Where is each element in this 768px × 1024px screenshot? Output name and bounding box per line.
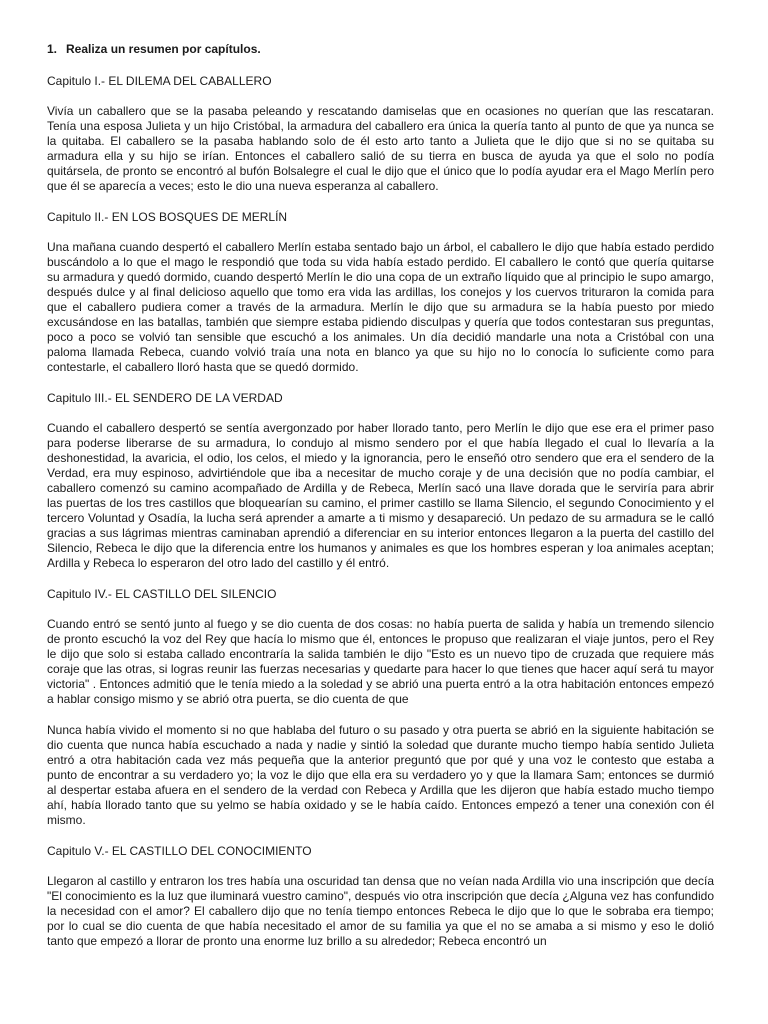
chapter-heading: Capitulo V.- EL CASTILLO DEL CONOCIMIENTO: [47, 844, 312, 858]
chapter-heading: Capitulo IV.- EL CASTILLO DEL SILENCIO: [47, 587, 277, 601]
chapter-heading: Capitulo I.- EL DILEMA DEL CABALLERO: [47, 74, 272, 88]
document-page: [47, 42, 714, 965]
chapter-4: [47, 587, 714, 828]
chapter-paragraph: Cuando el caballero despertó se sentía avergonzado por haber llorado tanto, pero Merlín le dijo que ese era el primer paso para poderse liberarse de su armadura, lo condujo al mismo sendero por el que había llegado el cual lo llevaría a la deshonestidad, la avaricia, el odio, los celos, el miedo y la ignorancia, pero le enseñó otro sendero que era el sendero de la Verdad, era muy espinoso, advirtiéndole que iba a necesitar de mucho coraje y de una decisión que no podía cambiar, el caballero comenzó su camino acompañado de Ardilla y de Rebeca, Merlín sacó una llave dorada que le serviría para abrir las puertas de los tres castillos que bloquearían su camino, el primer castillo se llama Silencio, el segundo Conocimiento y el tercero Voluntad y Osadía, la lucha será aprender a amarte a ti mismo y desapareció. Un pedazo de su armadura se le calló gracias a sus lágrimas mientras caminaban aprendió a diferenciar en su interior entonces llegaron a la puerta del castillo del Silencio, Rebeca le dijo que la diferencia entre los humanos y animales es que los hombres esperan y loa animales aceptan; Ardilla y Rebeca lo esperaron del otro lado del castillo y él entró.: [47, 421, 714, 570]
chapter-paragraph: Nunca había vivido el momento si no que hablaba del futuro o su pasado y otra puerta se abrió en la siguiente habitación se dio cuenta que nunca había escuchado a nada y nadie y sintió la soledad que durante mucho tiempo había sentido Julieta entró a otra habitación cada vez más pequeña que la anterior preguntó que por qué y una voz le contesto que estaba a punto de encontrar a su verdadero yo; la voz le dijo que ella era su verdadero yo y que la llamara Sam; entonces se durmió al despertar estaba afuera en el sendero de la verdad con Rebeca y Ardilla que les dijeron que había estado mucho tiempo ahí, había llorado tanto que su yelmo se había oxidado y se le había caído. Entonces empezó a tener una conexión con él mismo.: [47, 723, 714, 827]
question-text: Realiza un resumen por capítulos.: [66, 42, 261, 56]
chapter-5: [47, 844, 714, 949]
chapter-paragraph: Cuando entró se sentó junto al fuego y se dio cuenta de dos cosas: no había puerta de salida y había un tremendo silencio de pronto escuchó la voz del Rey que hacía lo mismo que él, entonces le propuso que realizaran el viaje juntos, pero el Rey le dijo que solo si estaba callado encontraría la salida también le dijo "Esto es un nuevo tipo de cruzada que requiere más coraje que las otras, si logras reunir las fuerzas necesarias y quedarte para hacer lo que tienes que hacer aquí será tu mayor victoria" . Entonces admitió que le tenía miedo a la soledad y se abrió una puerta entró a la otra habitación entonces empezó a hablar consigo mismo y se abrió otra puerta, se dio cuenta de que: [47, 617, 714, 706]
chapter-paragraph: Llegaron al castillo y entraron los tres había una oscuridad tan densa que no veían nada Ardilla vio una inscripción que decía "El conocimiento es la luz que iluminará vuestro camino", después vio otra inscripción que decía ¿Alguna vez has confundido la necesidad con el amor? El caballero dijo que no tenía tiempo entonces Rebeca le dijo que lo que le sobraba era tiempo; por lo cual se dio cuenta de que había necesitado el amor de su familia ya que el no se amaba a si mismo y eso le dolió tanto que empezó a llorar de pronto una enorme luz brillo a su alrededor; Rebeca encontró un: [47, 874, 714, 948]
chapter-paragraph: Vivía un caballero que se la pasaba peleando y rescatando damiselas que en ocasiones no querían que las rescataran. Tenía una esposa Julieta y un hijo Cristóbal, la armadura del caballero era única la quería tanto al punto de que ya nunca se la quitaba. El caballero se la pasaba hablando solo de él esto arto tanto a Julieta que le dijo que si no se quitaba su armadura ella y su hijo se irían. Entonces el caballero salió de su tierra en busca de ayuda ya que el solo no podía quitársela, de pronto se encontró al bufón Bolsalegre el cual le dijo que el único que lo podía ayudar era el Mago Merlín pero que él se aparecía a veces; esto le dio una nueva esperanza al caballero.: [47, 104, 714, 193]
question-number: 1.: [47, 42, 58, 56]
question-title: [47, 42, 714, 57]
chapter-1: [47, 74, 714, 194]
chapter-paragraph: Una mañana cuando despertó el caballero Merlín estaba sentado bajo un árbol, el caballero le dijo que había estado perdido buscándolo a lo que el mago le respondió que toda su vida había estado perdido. El caballero le contó que quería quitarse su armadura y quedó dormido, cuando despertó Merlín le dio una copa de un extraño líquido que al principio le supo amargo, después dulce y al final delicioso aquello que tomo era vida las ardillas, los conejos y los cuervos trituraron la comida para que el caballero pudiera comer a través de la armadura. Merlín le dijo que su armadura se la había puesto por miedo excusándose en las batallas, también que siempre estaba pidiendo disculpas y quería que todos contestaran sus preguntas, poco a poco se volvió tan sensible que escuchó a los animales. Un día decidió mandarle una nota a Cristóbal con una paloma llamada Rebeca, cuando volvió traía una nota en blanco ya que su hijo no lo conocía lo suficiente como para contestarle, el caballero lloró hasta que se quedó dormido.: [47, 240, 714, 374]
chapter-heading: Capitulo III.- EL SENDERO DE LA VERDAD: [47, 391, 283, 405]
chapter-heading: Capitulo II.- EN LOS BOSQUES DE MERLÍN: [47, 210, 288, 224]
chapter-2: [47, 210, 714, 375]
chapter-3: [47, 391, 714, 571]
